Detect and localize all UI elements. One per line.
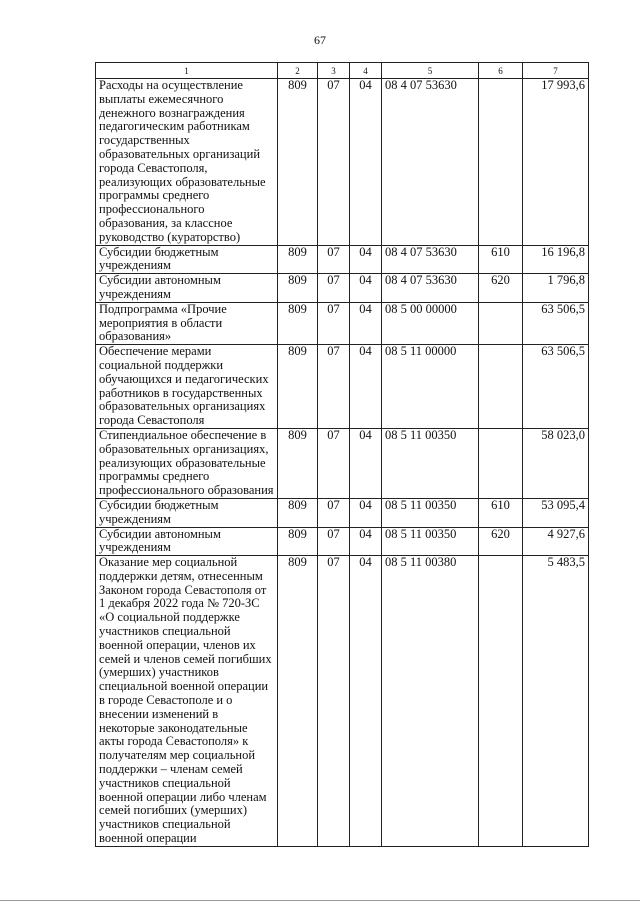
budget-table bbox=[95, 62, 589, 847]
row-section-code: 07 bbox=[318, 556, 350, 847]
page-number: 67 bbox=[314, 33, 326, 47]
scan-edge-line bbox=[0, 900, 640, 901]
row-section-code: 07 bbox=[318, 428, 350, 498]
row-subsection-code: 04 bbox=[350, 79, 382, 246]
column-header-3: 3 bbox=[318, 63, 350, 79]
row-amount: 58 023,0 bbox=[523, 428, 589, 498]
row-subsection-code: 04 bbox=[350, 527, 382, 556]
row-name: Подпрограмма «Прочие мероприятия в области образования» bbox=[96, 302, 278, 344]
row-subsection-code: 04 bbox=[350, 274, 382, 303]
row-expense-type bbox=[479, 302, 523, 344]
table-row bbox=[96, 556, 589, 847]
row-ministry-code: 809 bbox=[278, 428, 318, 498]
row-amount: 1 796,8 bbox=[523, 274, 589, 303]
row-expense-type bbox=[479, 79, 523, 246]
row-amount: 53 095,4 bbox=[523, 498, 589, 527]
row-expense-type bbox=[479, 556, 523, 847]
row-name: Субсидии автономным учреждениям bbox=[96, 274, 278, 303]
column-header-5: 5 bbox=[382, 63, 479, 79]
table-row bbox=[96, 345, 589, 429]
column-header-6: 6 bbox=[479, 63, 523, 79]
row-expense-type: 610 bbox=[479, 245, 523, 274]
row-ministry-code: 809 bbox=[278, 79, 318, 246]
row-amount: 63 506,5 bbox=[523, 345, 589, 429]
column-header-2: 2 bbox=[278, 63, 318, 79]
row-name: Стипендиальное обеспечение в образовательных организациях, реализующих образовательные программы среднего профессионального образования bbox=[96, 428, 278, 498]
column-header-1: 1 bbox=[96, 63, 278, 79]
row-ministry-code: 809 bbox=[278, 345, 318, 429]
row-amount: 17 993,6 bbox=[523, 79, 589, 246]
table-row bbox=[96, 274, 589, 303]
row-subsection-code: 04 bbox=[350, 245, 382, 274]
table-row bbox=[96, 245, 589, 274]
row-section-code: 07 bbox=[318, 498, 350, 527]
table-row bbox=[96, 428, 589, 498]
row-expense-type: 620 bbox=[479, 527, 523, 556]
row-section-code: 07 bbox=[318, 527, 350, 556]
row-amount: 16 196,8 bbox=[523, 245, 589, 274]
row-subsection-code: 04 bbox=[350, 428, 382, 498]
row-section-code: 07 bbox=[318, 79, 350, 246]
row-ministry-code: 809 bbox=[278, 498, 318, 527]
row-subsection-code: 04 bbox=[350, 498, 382, 527]
table-header-row bbox=[96, 63, 589, 79]
row-name: Расходы на осуществление выплаты ежемесячного денежного вознаграждения педагогическим работникам государственных образовательных организаций города Севастополя, реализующих образовательные программы среднего профессионального образования, за классное руководство (кураторство) bbox=[96, 79, 278, 246]
row-amount: 5 483,5 bbox=[523, 556, 589, 847]
row-name: Оказание мер социальной поддержки детям, отнесенным Законом города Севастополя от 1 декабря 2022 года № 720-ЗС «О социальной поддержке участников специальной военной операции, членов их семей и членов семей погибших (умерших) участников специальной военной операции в городе Севастополе и о внесении изменений в некоторые законодательные акты города Севастополя» к получателям мер социальной поддержки – членам семей участников специальной военной операции либо членам семей погибших (умерших) участников специальной военной операции bbox=[96, 556, 278, 847]
row-section-code: 07 bbox=[318, 274, 350, 303]
row-name: Субсидии автономным учреждениям bbox=[96, 527, 278, 556]
row-expense-type: 610 bbox=[479, 498, 523, 527]
row-ministry-code: 809 bbox=[278, 274, 318, 303]
row-expense-type bbox=[479, 428, 523, 498]
row-ministry-code: 809 bbox=[278, 556, 318, 847]
row-ministry-code: 809 bbox=[278, 302, 318, 344]
table-row bbox=[96, 302, 589, 344]
row-name: Субсидии бюджетным учреждениям bbox=[96, 245, 278, 274]
row-expense-type: 620 bbox=[479, 274, 523, 303]
row-name: Субсидии бюджетным учреждениям bbox=[96, 498, 278, 527]
table-row bbox=[96, 527, 589, 556]
row-target-code: 08 5 11 00350 bbox=[382, 527, 479, 556]
row-target-code: 08 5 11 00350 bbox=[382, 428, 479, 498]
row-expense-type bbox=[479, 345, 523, 429]
row-ministry-code: 809 bbox=[278, 527, 318, 556]
column-header-4: 4 bbox=[350, 63, 382, 79]
row-target-code: 08 4 07 53630 bbox=[382, 79, 479, 246]
row-section-code: 07 bbox=[318, 302, 350, 344]
row-subsection-code: 04 bbox=[350, 556, 382, 847]
row-name: Обеспечение мерами социальной поддержки обучающихся и педагогических работников в государственных образовательных организациях города Севастополя bbox=[96, 345, 278, 429]
row-amount: 63 506,5 bbox=[523, 302, 589, 344]
row-amount: 4 927,6 bbox=[523, 527, 589, 556]
row-ministry-code: 809 bbox=[278, 245, 318, 274]
row-section-code: 07 bbox=[318, 245, 350, 274]
row-target-code: 08 4 07 53630 bbox=[382, 274, 479, 303]
row-section-code: 07 bbox=[318, 345, 350, 429]
row-target-code: 08 5 11 00380 bbox=[382, 556, 479, 847]
row-target-code: 08 4 07 53630 bbox=[382, 245, 479, 274]
column-header-7: 7 bbox=[523, 63, 589, 79]
row-subsection-code: 04 bbox=[350, 345, 382, 429]
table-row bbox=[96, 79, 589, 246]
row-target-code: 08 5 11 00000 bbox=[382, 345, 479, 429]
table-row bbox=[96, 498, 589, 527]
row-target-code: 08 5 00 00000 bbox=[382, 302, 479, 344]
row-target-code: 08 5 11 00350 bbox=[382, 498, 479, 527]
row-subsection-code: 04 bbox=[350, 302, 382, 344]
